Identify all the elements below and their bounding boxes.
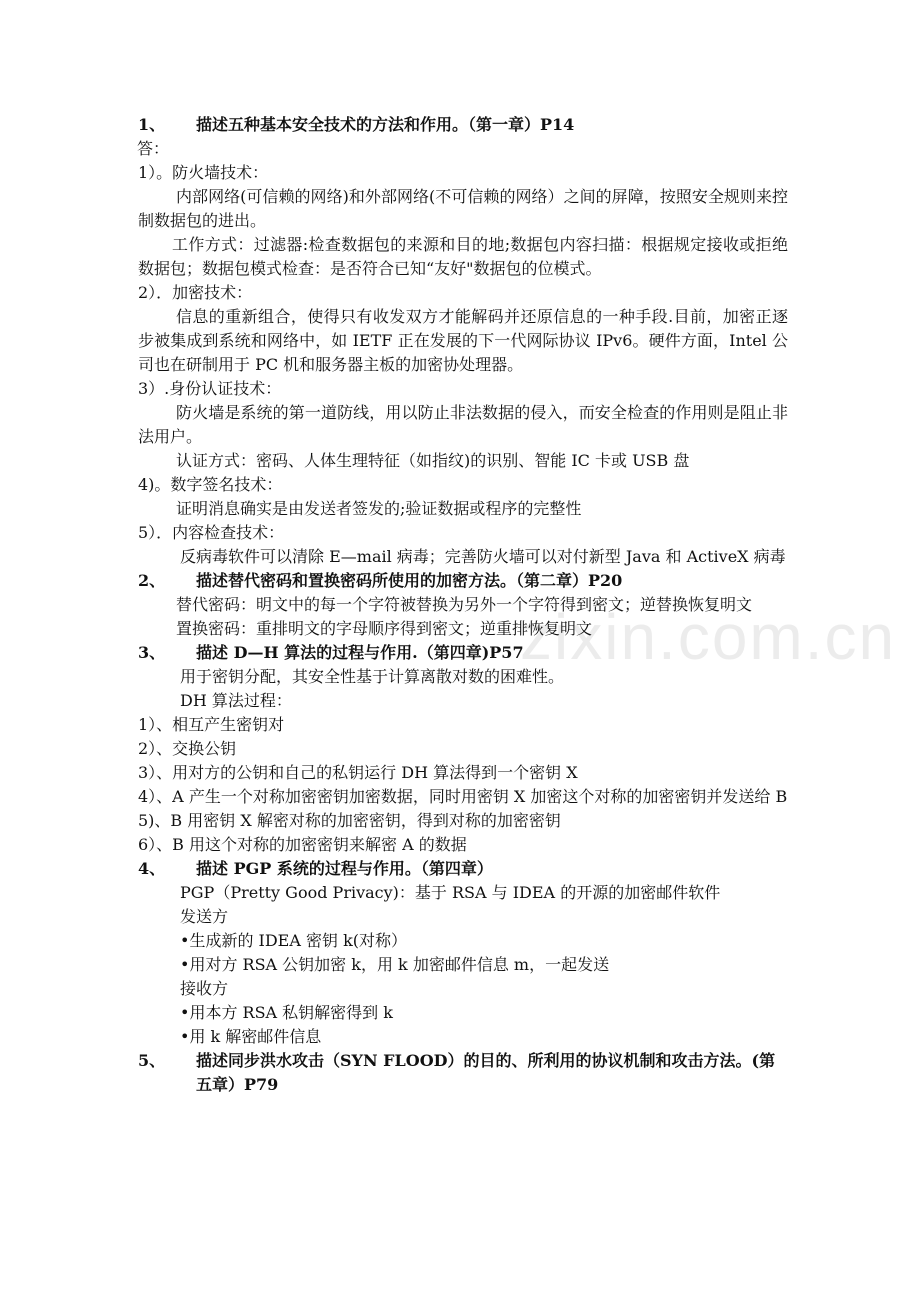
list-item: 1）、相互产生密钥对 xyxy=(138,715,285,734)
list-item: 3）、用对方的公钥和自己的私钥运行 DH 算法得到一个密钥 X xyxy=(138,763,578,782)
question-title: 描述同步洪水攻击（SYN FLOOD）的目的、所利用的协议机制和攻击方法。(第五章）P79 xyxy=(196,1051,776,1094)
paragraph: 置换密码：重排明文的字母顺序得到密文；逆重排恢复明文 xyxy=(176,619,593,638)
paragraph: 证明消息确实是由发送者签发的;验证数据或程序的完整性 xyxy=(176,499,582,518)
section-title: 2）．加密技术： xyxy=(138,283,253,302)
paragraph: 用于密钥分配，其安全性基于计算离散对数的困难性。 xyxy=(180,667,565,686)
list-item: 5)、B 用密钥 X 解密对称的加密密钥，得到对称的加密密钥 xyxy=(138,811,561,830)
paragraph: 反病毒软件可以清除 E—mail 病毒；完善防火墙可以对付新型 Java 和 ActiveX 病毒 xyxy=(180,547,786,566)
sub-heading: 接收方 xyxy=(180,979,229,998)
question-number: 5、 xyxy=(138,1051,166,1070)
section-title: 3）.身份认证技术： xyxy=(138,379,282,398)
paragraph: 防火墙是系统的第一道防线，用以防止非法数据的侵入，而安全检查的作用则是阻止非法用户。 xyxy=(138,403,788,446)
section-title: 1）。防火墙技术： xyxy=(138,163,269,182)
question-title: 描述 D—H 算法的过程与作用.（第四章)P57 xyxy=(196,643,524,662)
question-5-heading xyxy=(138,1049,788,1097)
sub-heading: 发送方 xyxy=(180,907,229,926)
paragraph: 替代密码：明文中的每一个字符被替换为另外一个字符得到密文；逆替换恢复明文 xyxy=(176,595,753,614)
question-title: 描述五种基本安全技术的方法和作用。（第一章）P14 xyxy=(196,115,575,134)
list-item: •生成新的 IDEA 密钥 k(对称） xyxy=(180,931,408,950)
paragraph: 认证方式：密码、人体生理特征（如指纹)的识别、智能 IC 卡或 USB 盘 xyxy=(176,451,690,470)
watermark: zixin.com.cn xyxy=(520,601,897,673)
paragraph: DH 算法过程： xyxy=(180,691,292,710)
list-item: 2）、交换公钥 xyxy=(138,739,237,758)
list-item: •用 k 解密邮件信息 xyxy=(180,1027,322,1046)
paragraph: 工作方式：过滤器:检查数据包的来源和目的地;数据包内容扫描：根据规定接收或拒绝数据包；数据包模式检查：是否符合已知“友好"数据包的位模式。 xyxy=(138,235,788,278)
paragraph: 内部网络(可信赖的网络)和外部网络(不可信赖的网络）之间的屏障，按照安全规则来控制数据包的进出。 xyxy=(138,187,788,230)
question-number: 2、 xyxy=(138,571,166,590)
question-number: 3、 xyxy=(138,643,166,662)
list-item: •用本方 RSA 私钥解密得到 k xyxy=(180,1003,393,1022)
question-2-heading xyxy=(138,569,788,593)
question-title: 描述 PGP 系统的过程与作用。（第四章） xyxy=(196,859,493,878)
question-number: 4、 xyxy=(138,859,166,878)
list-item: 4）、A 产生一个对称加密密钥加密数据，同时用密钥 X 加密这个对称的加密密钥并发送给 B xyxy=(138,787,788,806)
list-item: •用对方 RSA 公钥加密 k，用 k 加密邮件信息 m，一起发送 xyxy=(180,955,610,974)
question-4-heading xyxy=(138,857,788,881)
list-item: 6）、B 用这个对称的加密密钥来解密 A 的数据 xyxy=(138,835,467,854)
answer-label: 答： xyxy=(137,139,170,158)
section-title: 4)。数字签名技术： xyxy=(138,475,283,494)
question-number: 1、 xyxy=(138,115,166,134)
document-content xyxy=(138,113,788,1097)
paragraph: 信息的重新组合，使得只有收发双方才能解码并还原信息的一种手段.目前，加密正逐步被集成到系统和网络中，如 IETF 正在发展的下一代网际协议 IPv6。硬件方面，Intel 公司也在研制用于 PC 机和服务器主板的加密协处理器。 xyxy=(138,307,788,374)
question-1-heading xyxy=(138,113,788,137)
paragraph: PGP（Pretty Good Privacy)：基于 RSA 与 IDEA 的开源的加密邮件软件 xyxy=(180,883,721,902)
question-3-heading xyxy=(138,641,788,665)
section-title: 5）．内容检查技术： xyxy=(138,523,285,542)
question-title: 描述替代密码和置换密码所使用的加密方法。（第二章）P20 xyxy=(196,571,623,590)
